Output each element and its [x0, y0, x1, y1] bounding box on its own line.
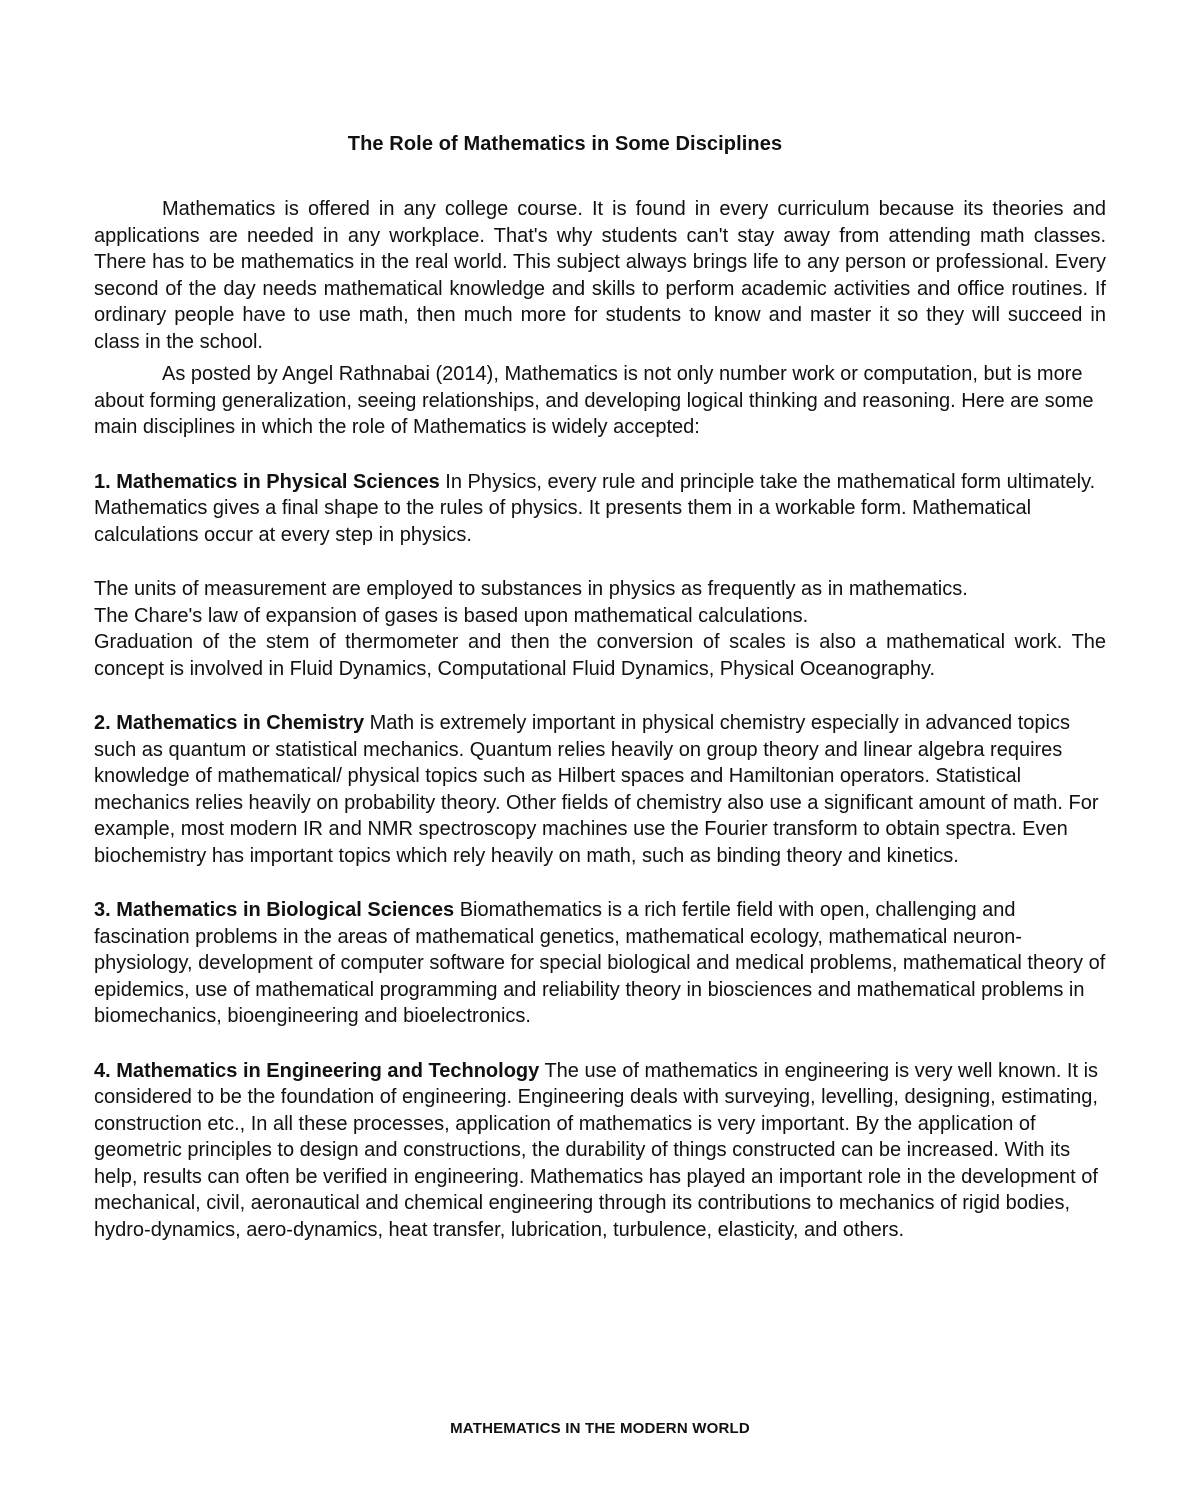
page-title: The Role of Mathematics in Some Disciplines — [347, 133, 783, 155]
section-body: The use of mathematics in engineering is very well known. It is considered to be the foundation of engineering. Engineering deals with surveying, levelling, designing, estimating, construction etc., In all these processes, application of mathematics is very important. By the application of geometric principles to design and constructions, the durability of things constructed can be increased. With its help, results can often be verified in engineering. Mathematics has played an important role in the development of mechanical, civil, aeronautical and chemical engineering through its contributions to mechanics of rigid bodies, hydro-dynamics, aero-dynamics, heat transfer, lubrication, turbulence, elasticity, and others. — [94, 1059, 1099, 1241]
physics-line-1: The units of measurement are employed to substances in physics as frequently as in mathematics. — [94, 578, 968, 600]
document-body — [94, 196, 1106, 1243]
section-biological-sciences — [94, 897, 1106, 1030]
section-heading: 4. Mathematics in Engineering and Technology — [94, 1059, 540, 1082]
section-body: Math is extremely important in physical chemistry especially in advanced topics such as quantum or statistical mechanics. Quantum relies heavily on group theory and linear algebra requires knowledge of mathematical/ physical topics such as Hilbert spaces and Hamiltonian operators. Statistical mechanics relies heavily on probability theory. Other fields of chemistry also use a significant amount of math. For example, most modern IR and NMR spectroscopy machines use the Fourier transform to obtain spectra. Even biochemistry has important topics which rely heavily on math, such as binding theory and kinetics. — [94, 712, 1099, 867]
section-body: Biomathematics is a rich fertile field with open, challenging and fascination problems in the areas of mathematical genetics, mathematical ecology, mathematical neuron- physiology, development of computer software for special biological and medical problems, mathematical theory of epidemics, use of mathematical programming and reliability theory in biosciences and mathematical problems in biomechanics, bioengineering and bioelectronics. — [94, 899, 1106, 1027]
physics-paragraph-3: Graduation of the stem of thermometer and then the conversion of scales is also a mathematical work. The concept is involved in Fluid Dynamics, Computational Fluid Dynamics, Physical Oceanography. — [94, 631, 1106, 680]
section-heading: 3. Mathematics in Biological Sciences — [94, 899, 455, 921]
section-body: In Physics, every rule and principle take the mathematical form ultimately. Mathematics gives a final shape to the rules of physics. It presents them in a workable form. Mathematical calculations occur at every step in physics. — [94, 470, 1096, 546]
physics-line-2: The Chare's law of expansion of gases is based upon mathematical calculations. — [94, 604, 809, 627]
section-heading: 1. Mathematics in Physical Sciences — [94, 470, 440, 493]
section-physical-sciences — [94, 469, 1106, 549]
intro-paragraph-1: Mathematics is offered in any college course. It is found in every curriculum because its theories and applications are needed in any workplace. That's why students can't stay away from attending math classes. There has to be mathematics in the real world. This subject always brings life to any person or professional. Every second of the day needs mathematical knowledge and skills to perform academic activities and office routines. If ordinary people have to use math, then much more for students to know and master it so they will succeed in class in the school. — [94, 198, 1106, 353]
page-footer: MATHEMATICS IN THE MODERN WORLD — [450, 1420, 750, 1437]
section-engineering-technology — [94, 1058, 1106, 1244]
section-heading: 2. Mathematics in Chemistry — [94, 712, 365, 734]
section-chemistry — [94, 710, 1106, 869]
intro-paragraph-2: As posted by Angel Rathnabai (2014), Mathematics is not only number work or computation, but is more about forming generalization, seeing relationships, and developing logical thinking and reasoning. Here are some main disciplines in which the role of Mathematics is widely accepted: — [94, 363, 1094, 438]
